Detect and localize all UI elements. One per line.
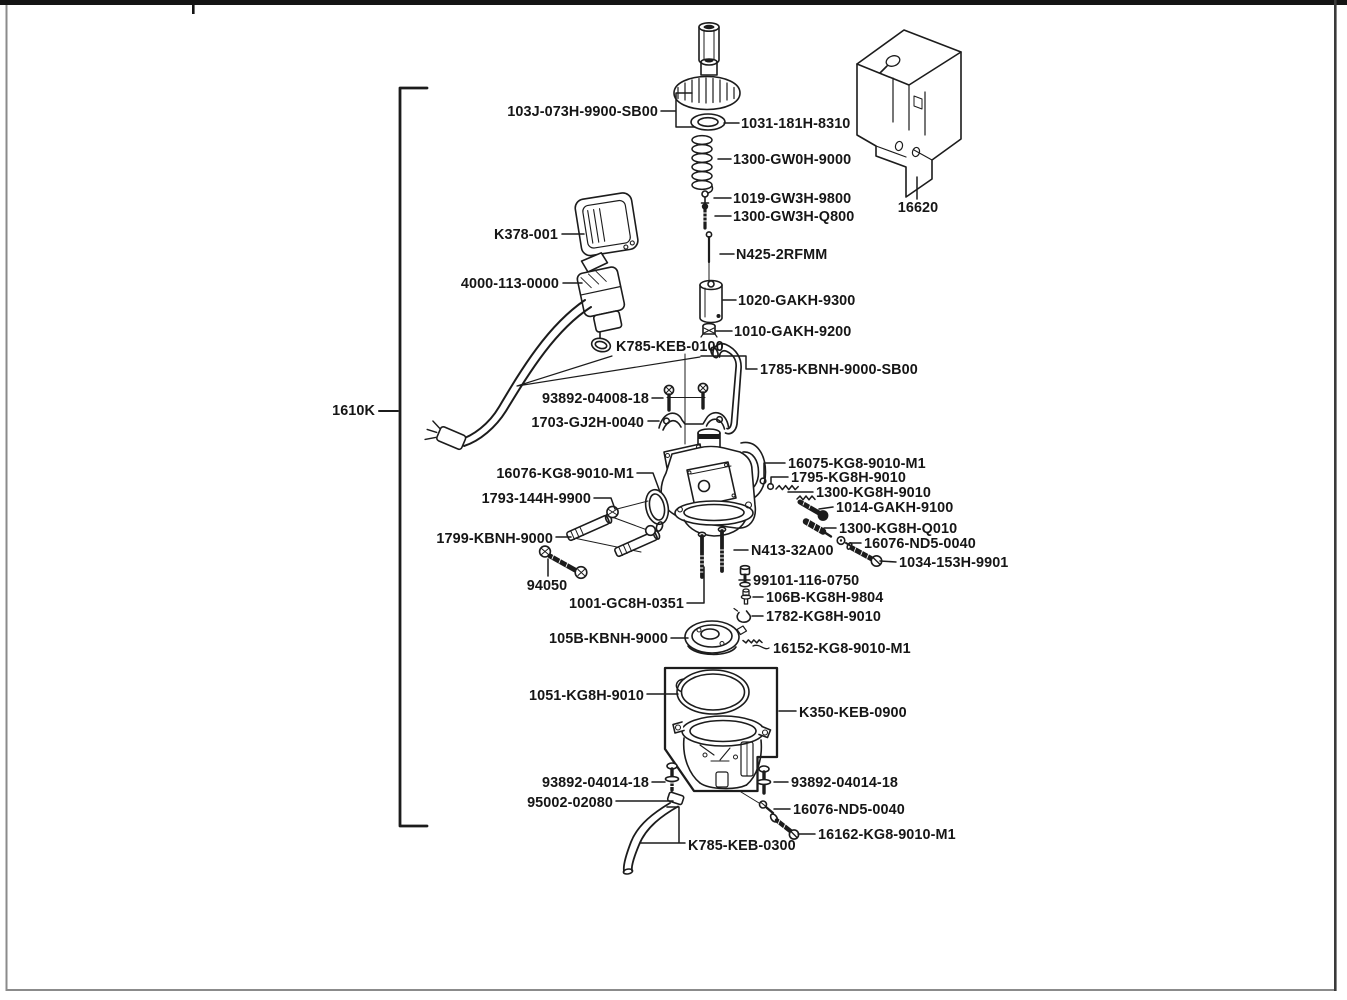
label-K785-KEB-0300: K785-KEB-0300 — [688, 838, 796, 854]
label-1793-144H-9900: 1793-144H-9900 — [481, 491, 591, 507]
label-1001-GC8H-0351: 1001-GC8H-0351 — [569, 596, 684, 612]
fuel-hose-drawing — [709, 344, 741, 434]
label-1300-GW0H-9000: 1300-GW0H-9000 — [733, 152, 852, 168]
label-95002-02080: 95002-02080 — [527, 795, 613, 811]
leader-1034 — [880, 561, 896, 562]
slow-jet-drawing — [741, 589, 750, 604]
label-K378-001: K378-001 — [493, 227, 558, 243]
label-1019-GW3H-9800: 1019-GW3H-9800 — [733, 191, 852, 207]
label-N425-2RFMM: N425-2RFMM — [736, 247, 828, 263]
leader-1785 — [701, 356, 757, 369]
throttle-spring-drawing — [692, 136, 713, 193]
top-seal-ring-drawing — [691, 114, 725, 130]
o-ring-drawing — [590, 336, 612, 353]
label-16075-KG8-9010-M1: 16075-KG8-9010-M1 — [788, 456, 926, 472]
control-unit-box-drawing — [574, 192, 639, 257]
label-93892-04014-18-left: 93892-04014-18 — [541, 775, 649, 791]
cable-strap-drawing — [659, 413, 729, 430]
jet-needle-drawing — [706, 232, 711, 287]
label-16076-ND5-0040-lower: 16076-ND5-0040 — [793, 802, 905, 818]
throttle-pin-drawing — [703, 204, 708, 228]
jet-holder-cylinder-drawing — [700, 281, 722, 323]
label-1610K-group: 1610K — [332, 403, 375, 419]
label-K350-KEB-0900: K350-KEB-0900 — [799, 705, 907, 721]
leader-k785-0300 — [641, 807, 685, 843]
drain-hose-drawing — [623, 792, 684, 875]
carburetor-body-drawing — [661, 429, 765, 536]
label-16620: 16620 — [897, 200, 939, 216]
carb-top-cap-drawing — [674, 59, 740, 110]
label-1703-GJ2H-0040: 1703-GJ2H-0040 — [531, 415, 644, 431]
label-99101-116-0750: 99101-116-0750 — [753, 573, 860, 589]
label-1020-GAKH-9300: 1020-GAKH-9300 — [738, 293, 856, 309]
mounting-studs-drawing — [540, 501, 664, 578]
leader-16075 — [764, 463, 785, 478]
label-1785-KBNH-9000-SB00: 1785-KBNH-9000-SB00 — [760, 362, 918, 378]
label-1051-KG8H-9010: 1051-KG8H-9010 — [529, 688, 644, 704]
label-93892-04014-18-right: 93892-04014-18 — [791, 775, 899, 791]
label-103J-073H-9900-SB00: 103J-073H-9900-SB00 — [507, 104, 658, 120]
bowl-screw-left-drawing — [666, 763, 679, 790]
float-bowl-kit-box — [665, 668, 777, 791]
pilot-bolt-drawing — [740, 566, 750, 587]
label-1300-KG8H-9010: 1300-KG8H-9010 — [816, 485, 931, 501]
main-jet-drawing — [701, 324, 717, 337]
label-1782-KG8H-9010: 1782-KG8H-9010 — [766, 609, 881, 625]
mounting-bracket-drawing — [857, 30, 961, 197]
label-1300-KG8H-Q010: 1300-KG8H-Q010 — [839, 521, 958, 537]
leader-1014 — [819, 507, 833, 509]
label-1799-KBNH-9000: 1799-KBNH-9000 — [436, 531, 553, 547]
float-bowl-drawing — [673, 716, 771, 789]
label-16076-KG8-9010-M1: 16076-KG8-9010-M1 — [496, 466, 634, 482]
label-1795-KG8H-9010: 1795-KG8H-9010 — [791, 470, 906, 486]
bowl-screw-right-drawing — [758, 766, 771, 793]
float-diaphragm-drawing — [685, 621, 747, 654]
drain-screw-small-drawing — [741, 792, 773, 813]
label-1031-181H-8310: 1031-181H-8310 — [741, 116, 851, 132]
label-1014-GAKH-9100: 1014-GAKH-9100 — [836, 500, 954, 516]
label-1300-GW3H-Q800: 1300-GW3H-Q800 — [733, 209, 855, 225]
label-16076-ND5-0040-upper: 16076-ND5-0040 — [864, 536, 976, 552]
label-N413-32A00: N413-32A00 — [751, 543, 834, 559]
small-spring-drawing — [743, 640, 762, 643]
bowl-gasket-drawing — [677, 670, 749, 714]
label-1010-GAKH-9200: 1010-GAKH-9200 — [734, 324, 852, 340]
hook-clip-drawing — [734, 609, 750, 623]
label-94050: 94050 — [526, 578, 568, 594]
long-screws-drawing — [698, 527, 725, 577]
label-1034-153H-9901: 1034-153H-9901 — [899, 555, 1009, 571]
label-16162-KG8-9010-M1: 16162-KG8-9010-M1 — [818, 827, 956, 843]
label-93892-04008-18: 93892-04008-18 — [541, 391, 649, 407]
leader-1795 — [771, 477, 788, 484]
needle-clip-drawing — [702, 191, 709, 203]
leader-16152 — [753, 645, 769, 648]
label-106B-KG8H-9804: 106B-KG8H-9804 — [766, 590, 884, 606]
label-4000-113-0000: 4000-113-0000 — [460, 276, 559, 292]
label-16152-KG8-9010-M1: 16152-KG8-9010-M1 — [773, 641, 911, 657]
assembly-group-bracket — [400, 88, 427, 826]
leader-k785-0100 — [517, 356, 700, 386]
label-105B-KBNH-9000: 105B-KBNH-9000 — [549, 631, 668, 647]
label-K785-KEB-0100: K785-KEB-0100 — [616, 339, 724, 355]
